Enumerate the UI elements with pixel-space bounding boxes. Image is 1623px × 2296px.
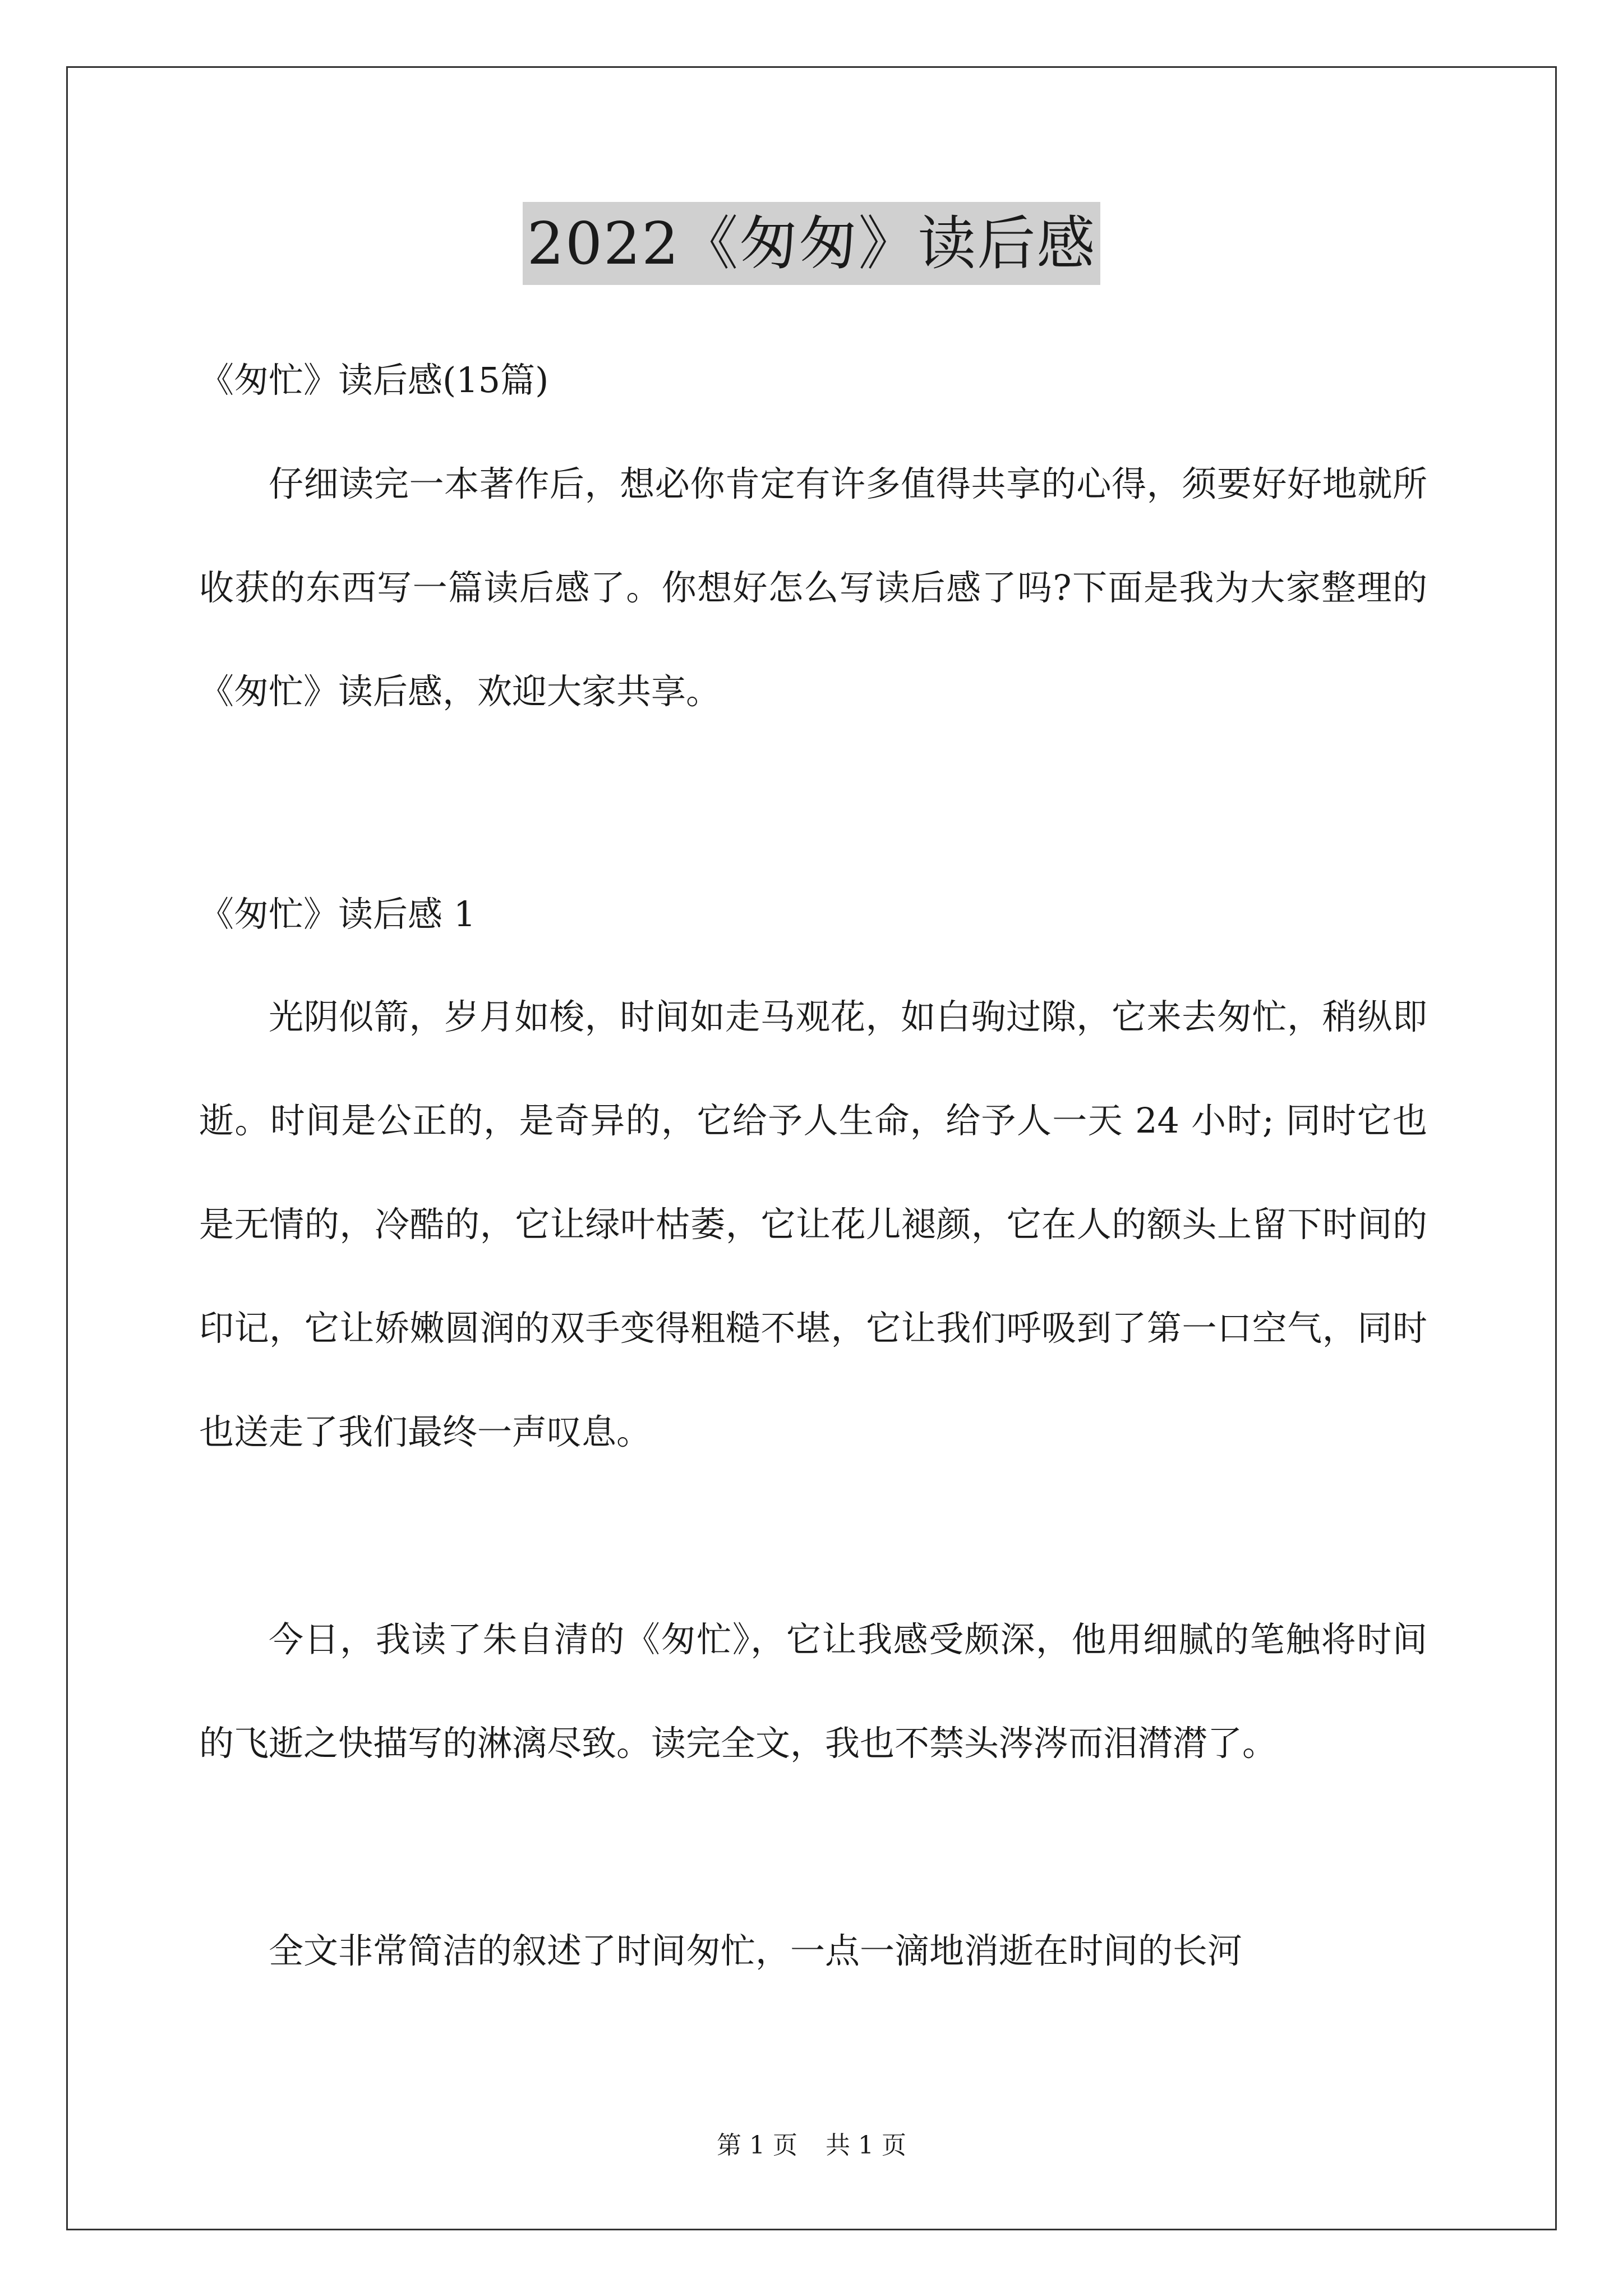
section1-paragraph-3: 全文非常简洁的叙述了时间匆忙，一点一滴地消逝在时间的长河 [269, 1930, 1243, 1971]
document-title: 2022《匆匆》读后感 [523, 202, 1101, 285]
section1-paragraph-1: 光阴似箭，岁月如梭，时间如走马观花，如白驹过隙，它来去匆忙，稍纵即逝。时间是公正的，是奇异的，它给予人生命，给予人一天 24 小时; 同时它也是无情的，冷酷的，它让绿叶枯萎，它让花儿褪颜，它在人的额头上留下时间的印记，它让娇嫩圆润的双手变得粗糙不堪，它让我们呼吸到了第一口空气，同时也送走了我们最终一声叹息。 [199, 996, 1427, 1452]
page-number-total: 共 1 页 [826, 2131, 906, 2160]
section1-paragraph-2: 今日，我读了朱自清的《匆忙》，它让我感受颇深，他用细腻的笔触将时间的飞逝之快描写的淋漓尽致。读完全文，我也不禁头涔涔而泪潸潸了。 [199, 1619, 1427, 1764]
intro-paragraph: 仔细读完一本著作后，想必你肯定有许多值得共享的心得，须要好好地就所收获的东西写一篇读后感了。你想好怎么写读后感了吗?下面是我为大家整理的《匆忙》读后感，欢迎大家共享。 [199, 463, 1427, 712]
page-number-current: 第 1 页 [717, 2131, 797, 2160]
page-footer [0, 2129, 1623, 2162]
section1-heading: 《匆忙》读后感 1 [199, 894, 476, 935]
title-container [0, 202, 1623, 285]
intro-heading: 《匆忙》读后感(15篇) [199, 360, 549, 401]
